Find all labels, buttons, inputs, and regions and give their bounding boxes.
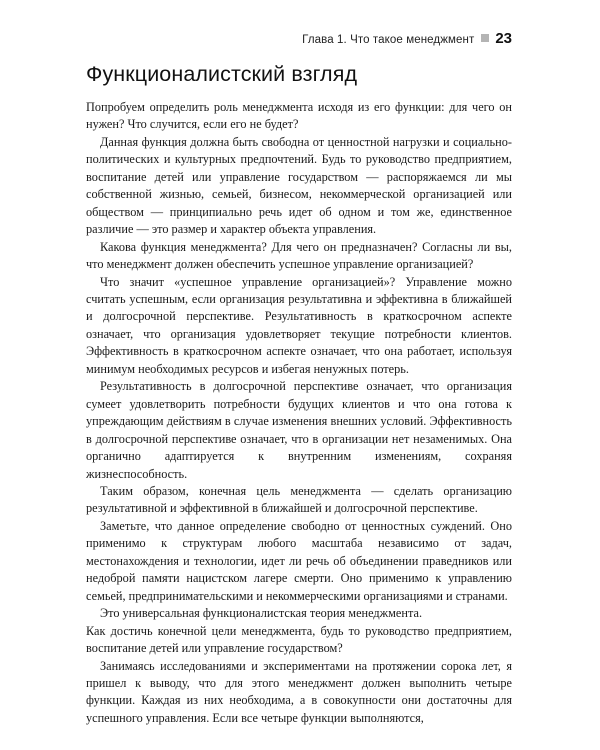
paragraph: Какова функция менеджмента? Для чего он предназначен? Согласны ли вы, что менеджмент должен обеспечить успешное управление организацией? [86, 239, 512, 272]
paragraph: Попробуем определить роль менеджмента исходя из его функции: для чего он нужен? Что случится, если его не будет? [86, 100, 512, 132]
section-title: Функционалистский взгляд [86, 62, 358, 86]
paragraph: Таким образом, конечная цель менеджмента — сделать организацию результативной и эффективной в ближайшей и долгосрочной перспективе. [86, 483, 512, 516]
paragraph: Данная функция должна быть свободна от ценностной нагрузки и социально-политических и культурных предпочтений. Будь то руководство предприятием, воспитание детей или управление государством — распоряжаемся ли мы собственной жизнью, семьей, бизнесом, некоммерческой организацией или обществом — принципиально речь идет об одном и том же, единственное различие — это размер и характер объекта управления. [86, 134, 512, 237]
paragraph: Это универсальная функционалистская теория менеджмента. [100, 606, 423, 621]
body-text [86, 99, 512, 727]
page-number: 23 [495, 30, 512, 47]
paragraph: Как достичь конечной цели менеджмента, будь то руководство предприятием, воспитание детей или управление государством? [86, 623, 512, 656]
paragraph: Результативность в долгосрочной перспективе означает, что организация сумеет удовлетворить потребности будущих клиентов и что она готова к упреждающим действиям в случае изменения внешних условий. Эффективность в долгосрочной перспективе означает, что в организации нет незаменимых. Она органично адаптируется к внутренним изменениям, сохраняя жизнеспособность. [86, 379, 512, 481]
paragraph: Заметьте, что данное определение свободно от ценностных суждений. Оно применимо к структурам любого масштаба независимо от задач, местонахождения и технологии, идет ли речь об объединении праведников или недоброй памяти нацистском лагере смерти. Оно применимо к управлению семьей, предпринимательскими и некоммерческими организациями и странами. [86, 518, 512, 603]
paragraph: Занимаясь исследованиями и экспериментами на протяжении сорока лет, я пришел к выводу, что для этого менеджмент должен выполнить четыре функции. Каждая из них необходима, а в совокупности они достаточны для успешного управления. Если все четыре функции выполняются, [86, 658, 512, 725]
header-separator [481, 34, 489, 42]
chapter-title: Глава 1. Что такое менеджмент [302, 34, 475, 46]
paragraph: Что значит «успешное управление организацией»? Управление можно считать успешным, если организация результативна и эффективна в ближайшей и долгосрочной перспективе. Результативность в краткосрочном аспекте означает, что организация удовлетворяет текущие потребности клиентов. Эффективность в краткосрочном аспекте означает, что она работает, используя минимум необходимых ресурсов и избегая ненужных потерь. [86, 274, 512, 376]
running-header [86, 30, 512, 50]
